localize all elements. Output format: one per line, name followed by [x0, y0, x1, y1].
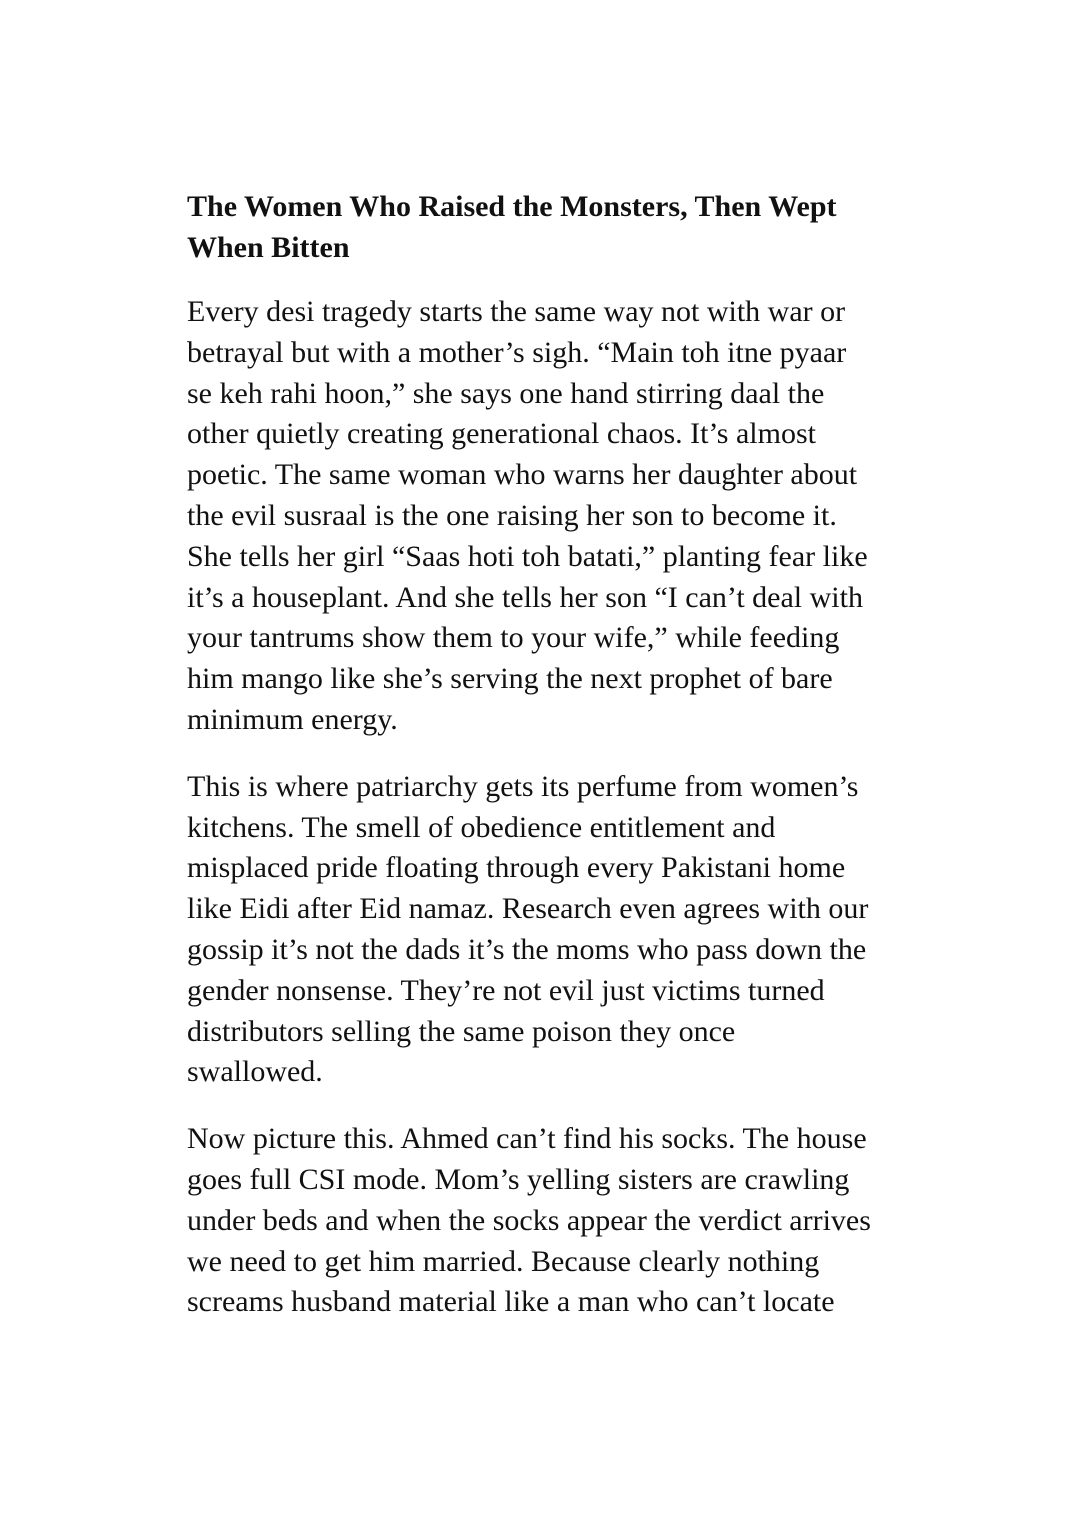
- text-line: gossip it’s not the dads it’s the moms who pass down the: [187, 932, 867, 966]
- text-line: betrayal but with a mother’s sigh. “Main toh itne pyaar: [187, 335, 847, 369]
- article-body: [187, 186, 899, 1349]
- paragraph-1: [187, 292, 899, 741]
- paragraph-2: [187, 767, 899, 1093]
- text-line: under beds and when the socks appear the verdict arrives: [187, 1203, 871, 1237]
- paragraph-3: [187, 1119, 899, 1323]
- text-line: kitchens. The smell of obedience entitlement and: [187, 810, 776, 844]
- text-line: him mango like she’s serving the next prophet of bare: [187, 662, 833, 696]
- article-title: [187, 186, 899, 268]
- title-line: The Women Who Raised the Monsters, Then Wept: [187, 190, 837, 223]
- text-line: gender nonsense. They’re not evil just victims turned: [187, 973, 825, 1007]
- text-line: goes full CSI mode. Mom’s yelling sisters are crawling: [187, 1162, 850, 1196]
- text-line: minimum energy.: [187, 702, 398, 736]
- text-line: we need to get him married. Because clearly nothing: [187, 1244, 820, 1278]
- text-line: the evil susraal is the one raising her son to become it.: [187, 498, 837, 532]
- text-line: your tantrums show them to your wife,” while feeding: [187, 621, 840, 655]
- text-line: She tells her girl “Saas hoti toh batati,” planting fear like: [187, 539, 868, 573]
- text-line: distributors selling the same poison they once: [187, 1014, 736, 1048]
- text-line: se keh rahi hoon,” she says one hand stirring daal the: [187, 376, 825, 410]
- text-line: misplaced pride floating through every Pakistani home: [187, 851, 846, 885]
- title-line: When Bitten: [187, 231, 350, 264]
- text-line: other quietly creating generational chaos. It’s almost: [187, 417, 816, 451]
- text-line: Now picture this. Ahmed can’t find his socks. The house: [187, 1122, 867, 1156]
- text-line: poetic. The same woman who warns her daughter about: [187, 458, 858, 492]
- text-line: screams husband material like a man who can’t locate: [187, 1285, 835, 1319]
- text-line: it’s a houseplant. And she tells her son “I can’t deal with: [187, 580, 863, 614]
- text-line: like Eidi after Eid namaz. Research even agrees with our: [187, 892, 869, 926]
- text-line: swallowed.: [187, 1055, 323, 1089]
- text-line: This is where patriarchy gets its perfume from women’s: [187, 769, 859, 803]
- text-line: Every desi tragedy starts the same way not with war or: [187, 295, 846, 328]
